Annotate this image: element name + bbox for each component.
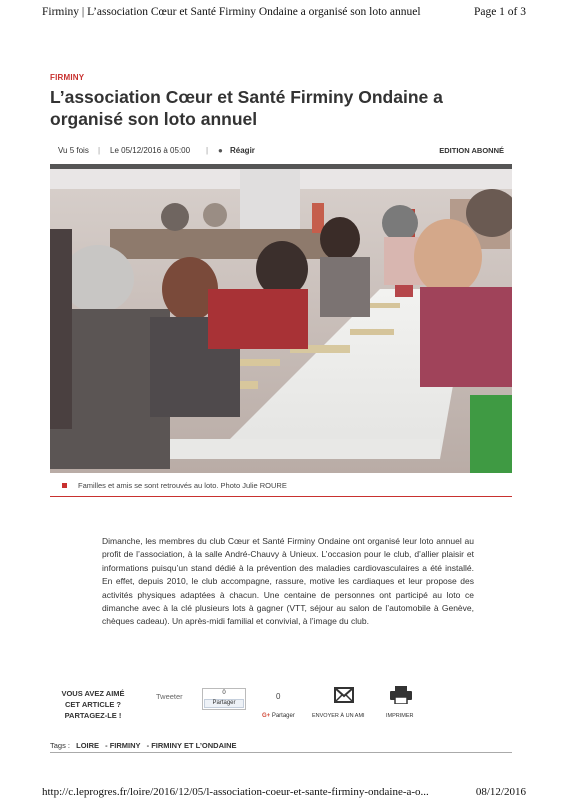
view-count: Vu 5 fois bbox=[58, 146, 89, 155]
print-header-title: Firminy | L’association Cœur et Santé Firminy Ondaine a organisé son loto annuel bbox=[42, 6, 421, 18]
publish-date: Le 05/12/2016 à 05:00 bbox=[110, 146, 191, 155]
meta-separator: | bbox=[206, 146, 209, 155]
envelope-icon[interactable] bbox=[334, 687, 354, 703]
printer-icon[interactable] bbox=[390, 686, 412, 704]
article-body: Dimanche, les membres du club Cœur et Santé Firminy Ondaine ont organisé leur loto annuel au profit de l’association, à la salle André-Chauvy à Unieux. L’occasion pour le club, d’allier plaisir et informations puisqu’un stand dédié à la prévention des maladies cardiovasculaires a été installé. En effet, depuis 2010, le club accompagne, rassure, motive les cardiaques et leur propose des activités physiques adaptées à chacun. Une centaine de personnes ont participé au loto ce dimanche avec à la clé plusieurs lots à gagner (VTT, séjour au salon de l’automobile à Genève, chèques cadeau). Un après-midi familial et convivial, à l’image du club. bbox=[102, 536, 474, 627]
comment-bubble-icon[interactable]: ● bbox=[218, 146, 223, 155]
share-prompt-line: PARTAGEZ-LE ! bbox=[64, 711, 122, 720]
react-link[interactable]: Réagir bbox=[230, 146, 255, 155]
article-photo[interactable] bbox=[50, 169, 512, 473]
tweet-button[interactable]: Tweeter bbox=[156, 692, 183, 701]
facebook-share-button[interactable]: Partager bbox=[204, 699, 244, 708]
caption-square-icon bbox=[62, 483, 67, 488]
gplus-share-button[interactable] bbox=[262, 713, 295, 719]
meta-separator: | bbox=[98, 146, 101, 155]
share-prompt bbox=[56, 688, 130, 721]
print-footer-url: http://c.leprogres.fr/loire/2016/12/05/l-association-coeur-et-sante-firminy-ondaine-a-o... bbox=[42, 786, 429, 798]
share-prompt-line: CET ARTICLE ? bbox=[65, 700, 121, 709]
facebook-share-widget[interactable] bbox=[202, 688, 246, 710]
tags-label: Tags : bbox=[50, 741, 71, 750]
print-link[interactable]: IMPRIMER bbox=[386, 713, 414, 719]
print-header-page-number: Page 1 of 3 bbox=[473, 6, 526, 18]
photo-caption bbox=[50, 477, 512, 497]
tags-bar bbox=[50, 741, 512, 753]
photo-caption-text: Familles et amis se sont retrouvés au loto. Photo Julie ROURE bbox=[78, 481, 287, 490]
edition-badge: EDITION ABONNÉ bbox=[439, 146, 504, 155]
print-footer-date: 08/12/2016 bbox=[475, 786, 526, 798]
share-prompt-line: VOUS AVEZ AIMÉ bbox=[61, 689, 125, 698]
gplus-share-label: Partager bbox=[271, 713, 295, 719]
section-kicker[interactable]: FIRMINY bbox=[50, 73, 85, 82]
bingo-hall-photo bbox=[50, 169, 512, 473]
print-header bbox=[42, 6, 526, 22]
tag-link[interactable]: - FIRMINY ET L’ONDAINE bbox=[146, 741, 237, 750]
gplus-icon: G+ bbox=[262, 713, 271, 719]
facebook-share-count: 0 bbox=[222, 690, 226, 696]
print-footer bbox=[42, 786, 526, 800]
tag-link[interactable]: - FIRMINY bbox=[105, 741, 141, 750]
email-friend-link[interactable]: ENVOYER À UN AMI bbox=[312, 713, 365, 719]
article-headline: L’association Cœur et Santé Firminy Ondaine a organisé son loto annuel bbox=[50, 87, 443, 129]
tag-link[interactable]: LOIRE bbox=[76, 741, 100, 750]
gplus-share-count: 0 bbox=[276, 692, 281, 701]
article-meta bbox=[58, 146, 504, 158]
